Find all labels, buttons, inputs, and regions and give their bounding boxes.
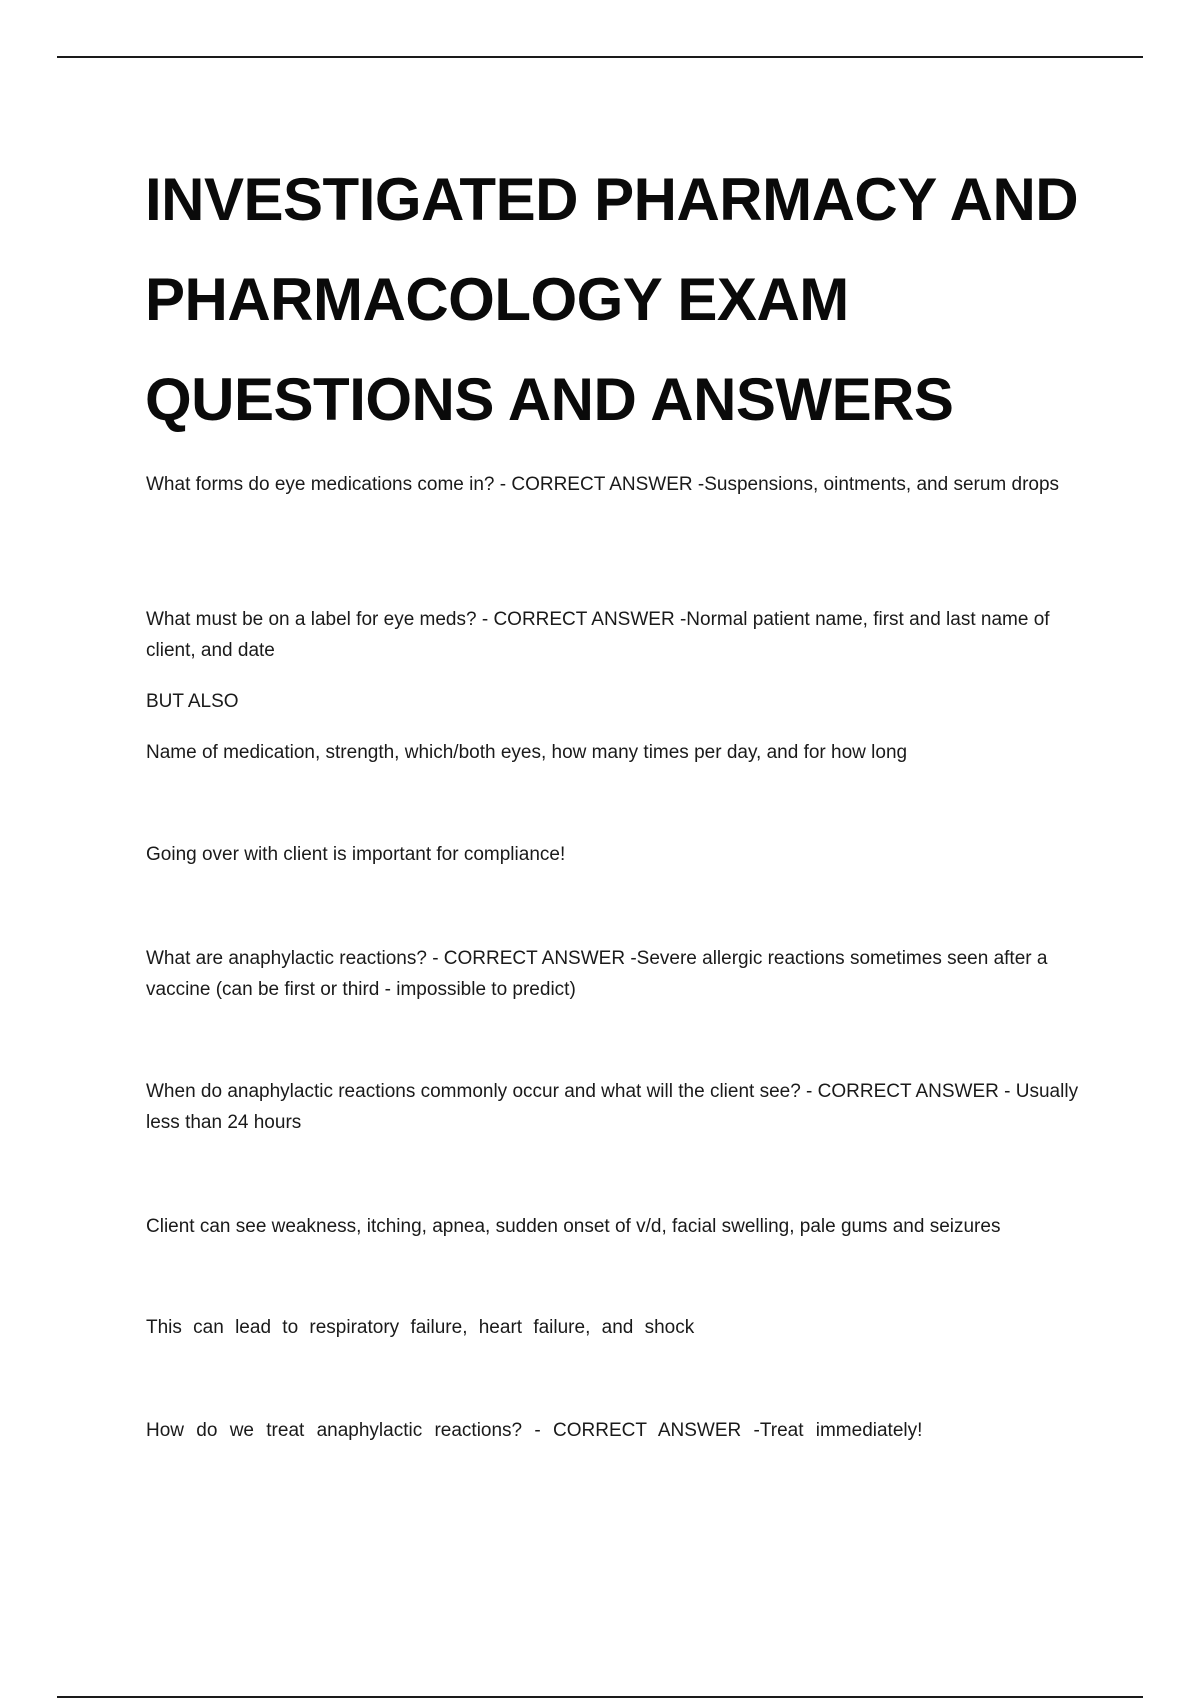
bottom-rule bbox=[57, 1696, 1143, 1698]
top-rule bbox=[57, 56, 1143, 58]
qa-anaphylactic-timing: When do anaphylactic reactions commonly occur and what will the client see? - CORRECT ANSWER - Usually less than 24 hours bbox=[146, 1081, 1079, 1133]
note-anaphylactic-outcomes: This can lead to respiratory failure, heart failure, and shock bbox=[146, 1317, 695, 1338]
note-label-details: Name of medication, strength, which/both eyes, how many times per day, and for how long bbox=[146, 742, 908, 763]
qa-eye-med-label: What must be on a label for eye meds? - CORRECT ANSWER -Normal patient name, first and last name of client, and date bbox=[146, 609, 1050, 661]
document-title: INVESTIGATED PHARMACY AND PHARMACOLOGY EXAM QUESTIONS AND ANSWERS bbox=[145, 166, 1079, 433]
note-anaphylactic-signs: Client can see weakness, itching, apnea, sudden onset of v/d, facial swelling, pale gums and seizures bbox=[146, 1216, 1001, 1237]
note-compliance: Going over with client is important for compliance! bbox=[146, 844, 566, 865]
note-but-also: BUT ALSO bbox=[146, 691, 239, 712]
qa-anaphylactic-treatment: How do we treat anaphylactic reactions? - CORRECT ANSWER -Treat immediately! bbox=[146, 1420, 923, 1441]
qa-anaphylactic-definition: What are anaphylactic reactions? - CORRECT ANSWER -Severe allergic reactions sometimes seen after a vaccine (can be first or third - impossible to predict) bbox=[146, 948, 1048, 1000]
qa-eye-med-forms: What forms do eye medications come in? - CORRECT ANSWER -Suspensions, ointments, and serum drops bbox=[146, 474, 1060, 495]
